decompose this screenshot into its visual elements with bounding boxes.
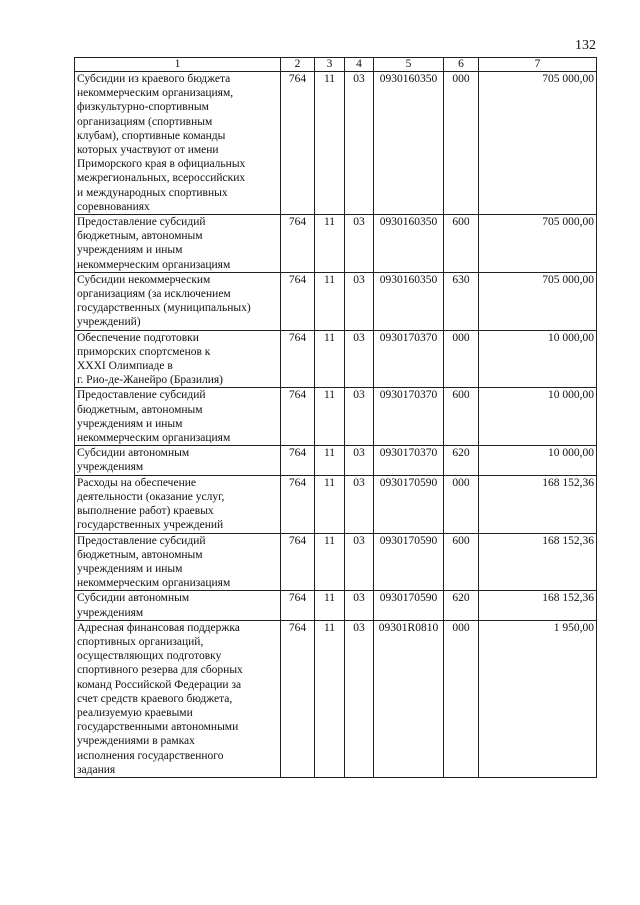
expense-type-cell: 600 <box>444 533 479 591</box>
subsection-code-cell: 03 <box>345 533 374 591</box>
column-header: 5 <box>374 58 444 72</box>
table-row <box>75 272 597 330</box>
section-code-cell: 11 <box>315 446 345 475</box>
expense-type-cell: 000 <box>444 620 479 777</box>
admin-code-cell: 764 <box>281 475 315 533</box>
expense-type-cell: 000 <box>444 72 479 215</box>
target-article-cell: 0930170590 <box>374 533 444 591</box>
admin-code-cell: 764 <box>281 446 315 475</box>
column-header: 4 <box>345 58 374 72</box>
subsection-code-cell: 03 <box>345 215 374 273</box>
section-code-cell: 11 <box>315 533 345 591</box>
table-row <box>75 475 597 533</box>
admin-code-cell: 764 <box>281 72 315 215</box>
table-row <box>75 591 597 620</box>
amount-cell: 705 000,00 <box>479 72 597 215</box>
expense-type-cell: 630 <box>444 272 479 330</box>
admin-code-cell: 764 <box>281 591 315 620</box>
subsection-code-cell: 03 <box>345 446 374 475</box>
row-name-cell: Предоставление субсидий бюджетным, автономным учреждениям и иным некоммерческим организациям <box>75 533 281 591</box>
amount-cell: 10 000,00 <box>479 330 597 388</box>
target-article-cell: 0930170590 <box>374 591 444 620</box>
amount-cell: 705 000,00 <box>479 215 597 273</box>
row-name-cell: Предоставление субсидий бюджетным, автономным учреждениям и иным некоммерческим организациям <box>75 215 281 273</box>
row-name-cell: Субсидии из краевого бюджета некоммерческим организациям, физкультурно-спортивным организациям (спортивным клубам), спортивные команды которых участвуют от имени Приморского края в официальных межрегиональных, всероссийских и международных спортивных соревнованиях <box>75 72 281 215</box>
amount-cell: 168 152,36 <box>479 475 597 533</box>
target-article-cell: 0930170370 <box>374 388 444 446</box>
page-number: 132 <box>575 38 596 53</box>
row-name-cell: Субсидии автономным учреждениям <box>75 591 281 620</box>
table-row <box>75 72 597 215</box>
expense-type-cell: 600 <box>444 215 479 273</box>
table-row <box>75 388 597 446</box>
section-code-cell: 11 <box>315 591 345 620</box>
subsection-code-cell: 03 <box>345 475 374 533</box>
target-article-cell: 0930160350 <box>374 215 444 273</box>
row-name-cell: Субсидии автономным учреждениям <box>75 446 281 475</box>
amount-cell: 10 000,00 <box>479 388 597 446</box>
target-article-cell: 0930170590 <box>374 475 444 533</box>
table-header-row <box>75 58 597 72</box>
admin-code-cell: 764 <box>281 272 315 330</box>
section-code-cell: 11 <box>315 330 345 388</box>
table-body <box>75 72 597 778</box>
expense-type-cell: 620 <box>444 591 479 620</box>
subsection-code-cell: 03 <box>345 620 374 777</box>
amount-cell: 168 152,36 <box>479 533 597 591</box>
budget-table <box>74 57 597 778</box>
row-name-cell: Предоставление субсидий бюджетным, автономным учреждениям и иным некоммерческим организациям <box>75 388 281 446</box>
table-row <box>75 446 597 475</box>
section-code-cell: 11 <box>315 388 345 446</box>
table-row <box>75 330 597 388</box>
subsection-code-cell: 03 <box>345 330 374 388</box>
target-article-cell: 0930160350 <box>374 72 444 215</box>
subsection-code-cell: 03 <box>345 388 374 446</box>
section-code-cell: 11 <box>315 620 345 777</box>
table-row <box>75 215 597 273</box>
expense-type-cell: 000 <box>444 475 479 533</box>
section-code-cell: 11 <box>315 72 345 215</box>
table-row <box>75 533 597 591</box>
column-header: 6 <box>444 58 479 72</box>
amount-cell: 168 152,36 <box>479 591 597 620</box>
target-article-cell: 0930170370 <box>374 330 444 388</box>
admin-code-cell: 764 <box>281 215 315 273</box>
subsection-code-cell: 03 <box>345 591 374 620</box>
expense-type-cell: 620 <box>444 446 479 475</box>
column-header: 3 <box>315 58 345 72</box>
column-header: 7 <box>479 58 597 72</box>
admin-code-cell: 764 <box>281 330 315 388</box>
table-row <box>75 620 597 777</box>
section-code-cell: 11 <box>315 272 345 330</box>
amount-cell: 10 000,00 <box>479 446 597 475</box>
expense-type-cell: 600 <box>444 388 479 446</box>
target-article-cell: 0930170370 <box>374 446 444 475</box>
admin-code-cell: 764 <box>281 533 315 591</box>
expense-type-cell: 000 <box>444 330 479 388</box>
subsection-code-cell: 03 <box>345 272 374 330</box>
amount-cell: 705 000,00 <box>479 272 597 330</box>
row-name-cell: Обеспечение подготовки приморских спортсменов к XXXI Олимпиаде в г. Рио-де-Жанейро (Бразилия) <box>75 330 281 388</box>
admin-code-cell: 764 <box>281 620 315 777</box>
amount-cell: 1 950,00 <box>479 620 597 777</box>
row-name-cell: Расходы на обеспечение деятельности (оказание услуг, выполнение работ) краевых государственных учреждений <box>75 475 281 533</box>
admin-code-cell: 764 <box>281 388 315 446</box>
section-code-cell: 11 <box>315 215 345 273</box>
row-name-cell: Адресная финансовая поддержка спортивных организаций, осуществляющих подготовку спортивного резерва для сборных команд Российской Федерации за счет средств краевого бюджета, реализуемую краевыми государственными автономными учреждениями в рамках исполнения государственного задания <box>75 620 281 777</box>
target-article-cell: 09301R0810 <box>374 620 444 777</box>
column-header: 2 <box>281 58 315 72</box>
row-name-cell: Субсидии некоммерческим организациям (за исключением государственных (муниципальных) учреждений) <box>75 272 281 330</box>
target-article-cell: 0930160350 <box>374 272 444 330</box>
section-code-cell: 11 <box>315 475 345 533</box>
subsection-code-cell: 03 <box>345 72 374 215</box>
column-header: 1 <box>75 58 281 72</box>
